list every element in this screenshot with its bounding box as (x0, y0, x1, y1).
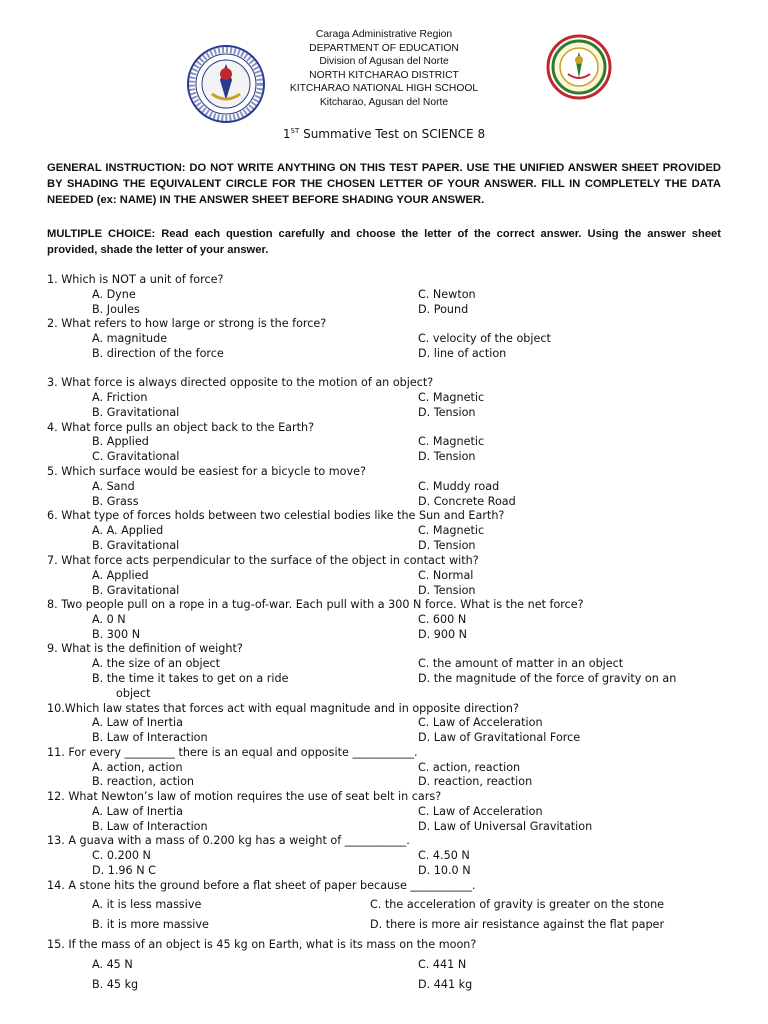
multiple-choice-label: MULTIPLE CHOICE: (47, 228, 156, 240)
general-instruction-label: GENERAL INSTRUCTION: (47, 162, 186, 174)
question-8: 8. Two people pull on a rope in a tug-of-war. Each pull with a 300 N force. What is the net force? (47, 598, 584, 611)
question-3: 3. What force is always directed opposite to the motion of an object? (47, 376, 434, 389)
q10-option-c: C. Law of Acceleration (418, 716, 543, 729)
q10-option-d: D. Law of Gravitational Force (418, 731, 581, 744)
q11-option-b: B. reaction, action (92, 775, 195, 788)
school-header (0, 28, 768, 110)
q14-option-c: C. the acceleration of gravity is greater on the stone (370, 898, 665, 911)
school-seal-logo (546, 34, 612, 100)
header-line-region: Caraga Administrative Region (315, 29, 453, 40)
header-line-school: KITCHARAO NATIONAL HIGH SCHOOL (289, 83, 479, 95)
q15-option-b: B. 45 kg (92, 978, 139, 991)
question-13: 13. A guava with a mass of 0.200 kg has a weight of ___________. (47, 834, 410, 847)
q4-option-d: D. Tension (418, 450, 476, 463)
title-text: Summative Test on SCIENCE 8 (299, 127, 486, 141)
q3-option-c: C. Magnetic (418, 391, 485, 404)
q10-option-b: B. Law of Interaction (92, 731, 208, 744)
q2-option-c: C. velocity of the object (418, 332, 551, 345)
question-9: 9. What is the definition of weight? (47, 642, 243, 655)
q9-option-d: D. the magnitude of the force of gravity on an (418, 672, 677, 685)
multiple-choice-text: Read each question carefully and choose the letter of the correct answer. Using the answer sheet provided, shade the letter of your answer. (47, 228, 721, 256)
q13-option-c: C. 0.200 N (92, 849, 151, 862)
question-10: 10.Which law states that forces act with equal magnitude and in opposite direction? (47, 702, 519, 715)
general-instruction (47, 160, 721, 208)
question-1: 1. Which is NOT a unit of force? (47, 273, 224, 286)
q4-option-c: C. Magnetic (418, 435, 485, 448)
q8-option-a: A. 0 N (92, 613, 126, 626)
q12-option-c: C. Law of Acceleration (418, 805, 543, 818)
q8-option-c: C. 600 N (418, 613, 467, 626)
q13-option-d: D. 1.96 N C (92, 864, 156, 877)
q5-option-a: A. Sand (92, 480, 135, 493)
question-11: 11. For every _________ there is an equal and opposite ___________. (47, 746, 418, 759)
q2-option-d: D. line of action (418, 347, 507, 360)
question-4: 4. What force pulls an object back to the Earth? (47, 421, 315, 434)
q8-option-b: B. 300 N (92, 628, 141, 641)
deped-seal-logo (186, 44, 266, 124)
title-ordinal-suffix: ST (290, 127, 300, 135)
question-6: 6. What type of forces holds between two celestial bodies like the Sun and Earth? (47, 509, 505, 522)
question-2: 2. What refers to how large or strong is the force? (47, 317, 327, 330)
q15-option-d: D. 441 kg (418, 978, 473, 991)
q6-option-b: B. Gravitational (92, 539, 180, 552)
q12-option-b: B. Law of Interaction (92, 820, 208, 833)
q8-option-d: D. 900 N (418, 628, 468, 641)
q6-option-d: D. Tension (418, 539, 476, 552)
q11-option-c: C. action, reaction (418, 761, 521, 774)
q4-option-a: B. Applied (92, 435, 149, 448)
q3-option-a: A. Friction (92, 391, 148, 404)
q9-option-b: B. the time it takes to get on a ride (92, 672, 289, 685)
q13-option-c2: C. 4.50 N (418, 849, 470, 862)
q3-option-d: D. Tension (418, 406, 476, 419)
multiple-choice-instruction (47, 226, 721, 258)
question-5: 5. Which surface would be easiest for a bicycle to move? (47, 465, 366, 478)
header-line-department: DEPARTMENT OF EDUCATION (309, 42, 459, 54)
q1-option-c: C. Newton (418, 288, 476, 301)
q5-option-b: B. Grass (92, 495, 139, 508)
q7-option-d: D. Tension (418, 584, 476, 597)
test-title (0, 127, 768, 141)
q15-option-a: A. 45 N (92, 958, 133, 971)
q15-option-c: C. 441 N (418, 958, 467, 971)
title-ordinal: 1 (282, 127, 291, 141)
q6-option-c: C. Magnetic (418, 524, 485, 537)
q7-option-b: B. Gravitational (92, 584, 180, 597)
q5-option-d: D. Concrete Road (418, 495, 516, 508)
q5-option-c: C. Muddy road (418, 480, 500, 493)
q9-option-c: C. the amount of matter in an object (418, 657, 624, 670)
q6-option-a: A. A. Applied (92, 524, 164, 537)
question-7: 7. What force acts perpendicular to the surface of the object in contact with? (47, 554, 479, 567)
question-12: 12. What Newton’s law of motion requires the use of seat belt in cars? (47, 790, 442, 803)
header-line-district: NORTH KITCHARAO DISTRICT (309, 69, 459, 81)
q13-option-d2: D. 10.0 N (418, 864, 471, 877)
q3-option-b: B. Gravitational (92, 406, 180, 419)
q4-option-b: C. Gravitational (92, 450, 180, 463)
q12-option-d: D. Law of Universal Gravitation (418, 820, 593, 833)
q14-option-b: B. it is more massive (92, 918, 209, 931)
q1-option-a: A. Dyne (92, 288, 136, 301)
header-line-division: Division of Agusan del Norte (319, 56, 449, 68)
q2-option-a: A. magnitude (92, 332, 168, 345)
q14-option-a: A. it is less massive (92, 898, 202, 911)
q9-option-b-continuation: object (116, 687, 151, 700)
q11-option-a: A. action, action (92, 761, 183, 774)
header-line-address: Kitcharao, Agusan del Norte (319, 96, 449, 108)
question-15: 15. If the mass of an object is 45 kg on Earth, what is its mass on the moon? (47, 938, 477, 951)
q7-option-c: C. Normal (418, 569, 474, 582)
q9-option-a: A. the size of an object (92, 657, 221, 670)
q1-option-b: B. Joules (92, 303, 140, 316)
q12-option-a: A. Law of Inertia (92, 805, 183, 818)
q11-option-d: D. reaction, reaction (418, 775, 533, 788)
question-14: 14. A stone hits the ground before a flat sheet of paper because ___________. (47, 879, 476, 892)
q2-option-b: B. direction of the force (92, 347, 224, 360)
q10-option-a: A. Law of Inertia (92, 716, 183, 729)
q14-option-d: D. there is more air resistance against the flat paper (370, 918, 665, 931)
q7-option-a: A. Applied (92, 569, 149, 582)
general-instruction-text: DO NOT WRITE ANYTHING ON THIS TEST PAPER. USE THE UNIFIED ANSWER SHEET PROVIDED BY SHADING THE EQUIVALENT CIRCLE FOR THE CHOSEN LETTER OF YOUR ANSWER. FILL IN COMPLETELY THE DATA NEEDED (ex: NAME) IN THE ANSWER SHEET BEFORE SHADING YOUR ANSWER. (47, 162, 721, 206)
q1-option-d: D. Pound (418, 303, 469, 316)
